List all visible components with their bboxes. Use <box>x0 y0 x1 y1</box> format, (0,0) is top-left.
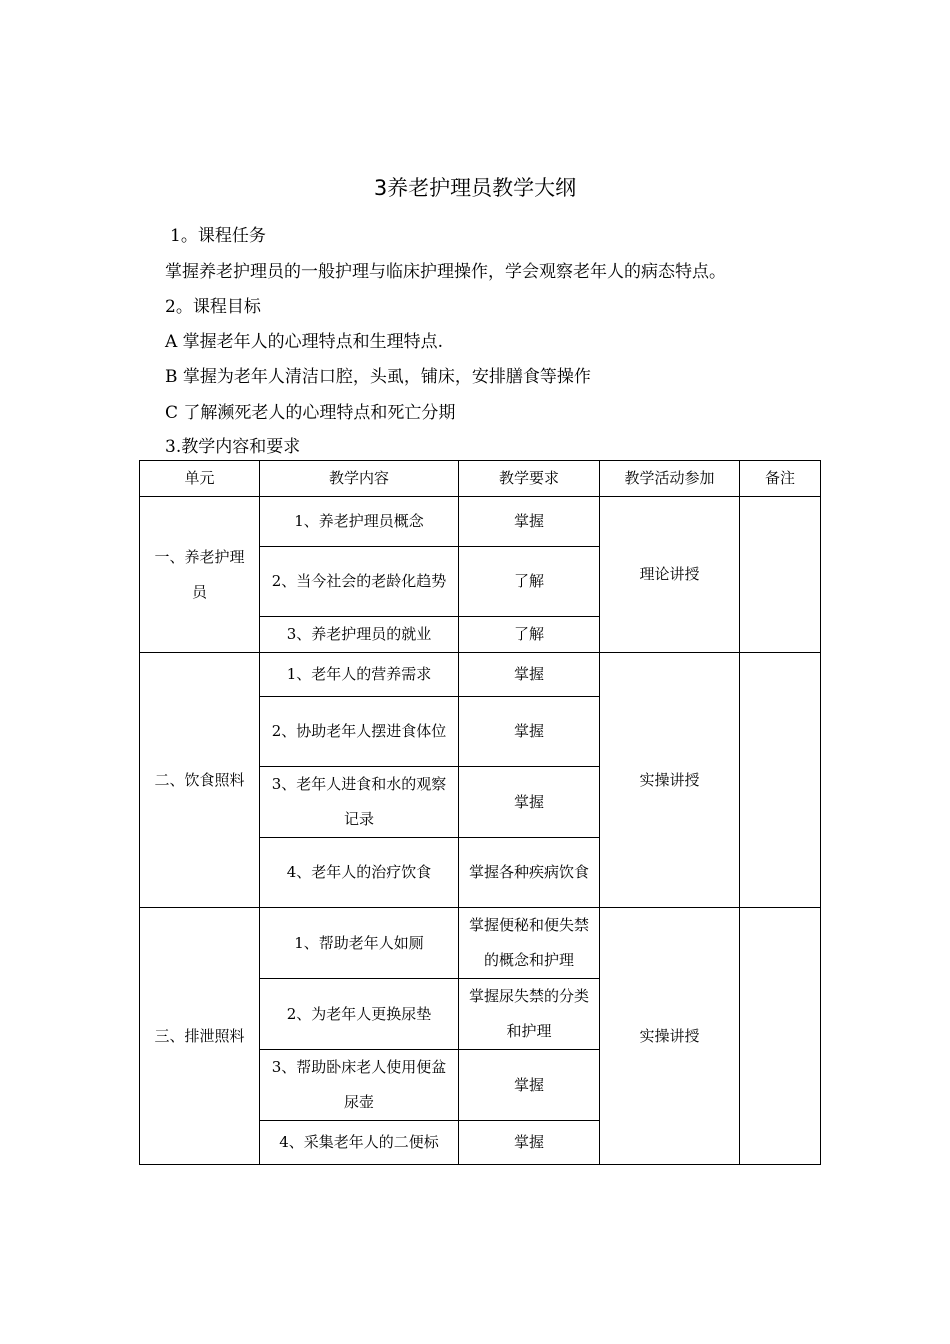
unit-name: 一、养老护理员 <box>140 497 260 653</box>
requirement-cell: 掌握 <box>459 497 600 547</box>
content-cell: 2、为老年人更换尿垫 <box>260 979 459 1050</box>
unit-name: 二、饮食照料 <box>140 653 260 908</box>
activity-cell: 理论讲授 <box>600 497 740 653</box>
note-cell <box>740 497 821 653</box>
header-requirement: 教学要求 <box>459 461 600 497</box>
content-cell: 4、采集老年人的二便标 <box>260 1121 459 1165</box>
header-unit: 单元 <box>140 461 260 497</box>
requirement-cell: 掌握 <box>459 697 600 767</box>
table-row <box>140 653 821 697</box>
goal-b: B 掌握为老年人清洁口腔，头虱，铺床，安排膳食等操作 <box>165 367 591 387</box>
content-cell: 1、帮助老年人如厕 <box>260 908 459 979</box>
goal-a: A 掌握老年人的心理特点和生理特点. <box>165 332 444 352</box>
requirement-cell: 掌握 <box>459 1050 600 1121</box>
unit-name: 三、排泄照料 <box>140 908 260 1165</box>
content-cell: 1、老年人的营养需求 <box>260 653 459 697</box>
content-cell: 1、养老护理员概念 <box>260 497 459 547</box>
requirement-cell: 掌握便秘和便失禁的概念和护理 <box>459 908 600 979</box>
header-content: 教学内容 <box>260 461 459 497</box>
content-cell: 3、帮助卧床老人使用便盆尿壶 <box>260 1050 459 1121</box>
table-row <box>140 908 821 979</box>
activity-cell: 实操讲授 <box>600 653 740 908</box>
note-cell <box>740 653 821 908</box>
content-cell: 3、养老护理员的就业 <box>260 617 459 653</box>
header-note: 备注 <box>740 461 821 497</box>
section-goal-heading: 2。课程目标 <box>165 297 261 317</box>
content-cell: 3、老年人进食和水的观察记录 <box>260 767 459 838</box>
content-cell: 2、当今社会的老龄化趋势 <box>260 547 459 617</box>
requirement-cell: 了解 <box>459 617 600 653</box>
goal-c: C 了解濒死老人的心理特点和死亡分期 <box>165 403 456 423</box>
requirement-cell: 掌握各种疾病饮食 <box>459 838 600 908</box>
header-activity: 教学活动参加 <box>600 461 740 497</box>
section-task-text: 掌握养老护理员的一般护理与临床护理操作，学会观察老年人的病态特点。 <box>165 262 726 282</box>
curriculum-table <box>139 460 821 1165</box>
content-cell: 2、协助老年人摆进食体位 <box>260 697 459 767</box>
content-cell: 4、老年人的治疗饮食 <box>260 838 459 908</box>
requirement-cell: 掌握 <box>459 653 600 697</box>
section-task-heading: 1。课程任务 <box>170 226 266 246</box>
requirement-cell: 掌握 <box>459 767 600 838</box>
requirement-cell: 了解 <box>459 547 600 617</box>
document-title: 3养老护理员教学大纲 <box>373 176 577 200</box>
requirement-cell: 掌握 <box>459 1121 600 1165</box>
section-content-heading: 3.教学内容和要求 <box>165 437 301 457</box>
activity-cell: 实操讲授 <box>600 908 740 1165</box>
note-cell <box>740 908 821 1165</box>
table-header-row <box>140 461 821 497</box>
requirement-cell: 掌握尿失禁的分类和护理 <box>459 979 600 1050</box>
table-row <box>140 497 821 547</box>
